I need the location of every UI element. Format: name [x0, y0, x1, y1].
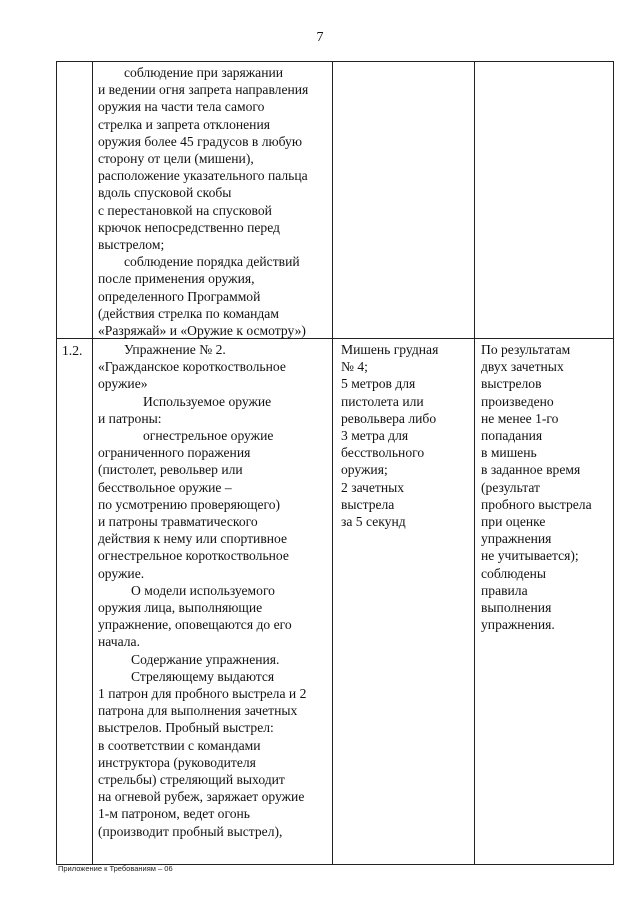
rows-1-content-line: бесствольное оружие – — [98, 479, 232, 495]
rows-1-result-line: в заданное время — [481, 462, 581, 478]
rows-1-content-line: инструктора (руководителя — [98, 754, 256, 770]
rows-1-content-line: огнестрельное оружие — [143, 428, 274, 444]
rows-1-content-line: стрельбы) стреляющий выходит — [98, 772, 285, 788]
rows-1-content-line: упражнение, оповещаются до его — [98, 617, 292, 633]
column-divider-number — [92, 61, 93, 865]
rows-1-result-line: произведено — [481, 393, 554, 409]
row-2-content — [98, 341, 330, 840]
rows-1-content-line: патрона для выполнения зачетных — [98, 703, 298, 719]
column-divider-content — [332, 61, 333, 865]
rows-1-target-line: выстрела — [341, 496, 395, 512]
rows-1-content-line: оружия лица, выполняющие — [98, 600, 263, 616]
rows-1-content-line: 1-м патроном, ведет огонь — [98, 806, 250, 822]
rows-1-result-line: соблюдены — [481, 565, 547, 581]
rows-1-content-line: действия к нему или спортивное — [98, 531, 288, 547]
row-number: 1.2. — [62, 343, 83, 358]
rows-1-target-line: 2 зачетных — [341, 479, 405, 495]
rows-1-result-line: при оценке — [481, 514, 546, 530]
rows-1-target-line: № 4; — [341, 359, 368, 375]
rows-1-content-line: 1 патрон для пробного выстрела и 2 — [98, 686, 307, 702]
rows-1-result-line: в мишень — [481, 445, 537, 461]
rows-0-content-line: оружия более 45 градусов в любую — [98, 133, 302, 149]
rows-1-content-line: огнестрельное короткоствольное — [98, 548, 289, 564]
rows-0-content-line: сторону от цели (мишени), — [98, 151, 254, 167]
rows-1-result-line: (результат — [481, 479, 541, 495]
rows-0-content-line: соблюдение при заряжании — [124, 65, 284, 80]
rows-1-content-line: и патроны: — [98, 410, 162, 426]
rows-1-content-line: Стреляющему выдаются — [131, 668, 275, 684]
table-border-top — [56, 61, 614, 62]
rows-1-result-line: упражнения. — [481, 617, 555, 633]
rows-1-result-line: пробного выстрела — [481, 496, 592, 512]
rows-0-content-line: расположение указательного пальца — [98, 168, 308, 184]
rows-1-content-line: по усмотрению проверяющего) — [98, 496, 281, 512]
rows-1-content-line: О модели используемого — [131, 582, 275, 598]
rows-1-target-line: Мишень грудная — [341, 342, 439, 357]
rows-1-content-line: Упражнение № 2. — [124, 342, 226, 357]
rows-0-content-line: стрелка и запрета отклонения — [98, 116, 270, 132]
rows-0-content-line: «Разряжай» и «Оружие к осмотру») — [98, 323, 306, 339]
footer-note: Приложение к Требованиям – 06 — [58, 864, 173, 873]
requirements-table — [56, 61, 614, 865]
rows-0-content-line: вдоль спусковой скобы — [98, 185, 232, 201]
rows-1-result-line: выполнения — [481, 600, 552, 616]
rows-1-content-line: (производит пробный выстрел), — [98, 823, 283, 839]
rows-0-content-line: с перестановкой на спусковой — [98, 202, 272, 218]
rows-0-content-line: и ведении огня запрета направления — [98, 82, 309, 98]
rows-1-target-line: револьвера либо — [341, 410, 437, 426]
table-border-right — [613, 61, 614, 865]
rows-1-content-line: Содержание упражнения. — [131, 651, 280, 667]
rows-1-result-line: не учитывается); — [481, 548, 579, 564]
rows-1-content-line: ограниченного поражения — [98, 445, 251, 461]
rows-1-content-line: на огневой рубеж, заряжает оружие — [98, 789, 305, 805]
rows-1-content-line: и патроны травматического — [98, 514, 258, 530]
rows-1-target-line: 5 метров для — [341, 376, 416, 392]
rows-1-target-line: оружия; — [341, 462, 388, 478]
row-1-content — [98, 64, 330, 339]
rows-1-content-line: «Гражданское короткоствольное — [98, 359, 286, 375]
rows-0-content-line: после применения оружия, — [98, 271, 255, 287]
rows-1-result-line: По результатам — [481, 342, 571, 357]
rows-1-content-line: Используемое оружие — [143, 393, 272, 409]
rows-1-result-line: попадания — [481, 428, 543, 444]
rows-1-result-line: правила — [481, 582, 528, 598]
rows-1-target-line: за 5 секунд — [341, 514, 406, 530]
rows-1-target-line: 3 метра для — [341, 428, 409, 444]
rows-1-content-line: в соответствии с командами — [98, 737, 261, 753]
rows-1-result-line: упражнения — [481, 531, 552, 547]
rows-1-result-line: двух зачетных — [481, 359, 564, 375]
page-number: 7 — [316, 30, 324, 45]
rows-1-content-line: оружие» — [98, 376, 148, 392]
rows-1-content-line: начала. — [98, 634, 140, 650]
rows-1-target-line: пистолета или — [341, 393, 424, 409]
rows-1-result-line: выстрелов — [481, 376, 542, 392]
rows-1-content-line: (пистолет, револьвер или — [98, 462, 243, 478]
rows-0-content-line: крючок непосредственно перед — [98, 219, 280, 235]
rows-1-result-line: не менее 1-го — [481, 410, 559, 426]
rows-0-content-line: оружия на части тела самого — [98, 99, 265, 115]
rows-0-content-line: определенного Программой — [98, 288, 261, 304]
rows-1-content-line: оружие. — [98, 565, 145, 581]
rows-1-target-line: бесствольного — [341, 445, 425, 461]
rows-0-content-line: соблюдение порядка действий — [124, 254, 300, 270]
row-2-target-conditions — [341, 341, 471, 530]
table-border-left — [56, 61, 57, 865]
column-divider-target — [474, 61, 475, 865]
rows-0-content-line: (действия стрелка по командам — [98, 305, 279, 321]
rows-1-content-line: выстрелов. Пробный выстрел: — [98, 720, 274, 736]
rows-0-content-line: выстрелом; — [98, 237, 165, 253]
row-2-result-criteria — [481, 341, 611, 633]
